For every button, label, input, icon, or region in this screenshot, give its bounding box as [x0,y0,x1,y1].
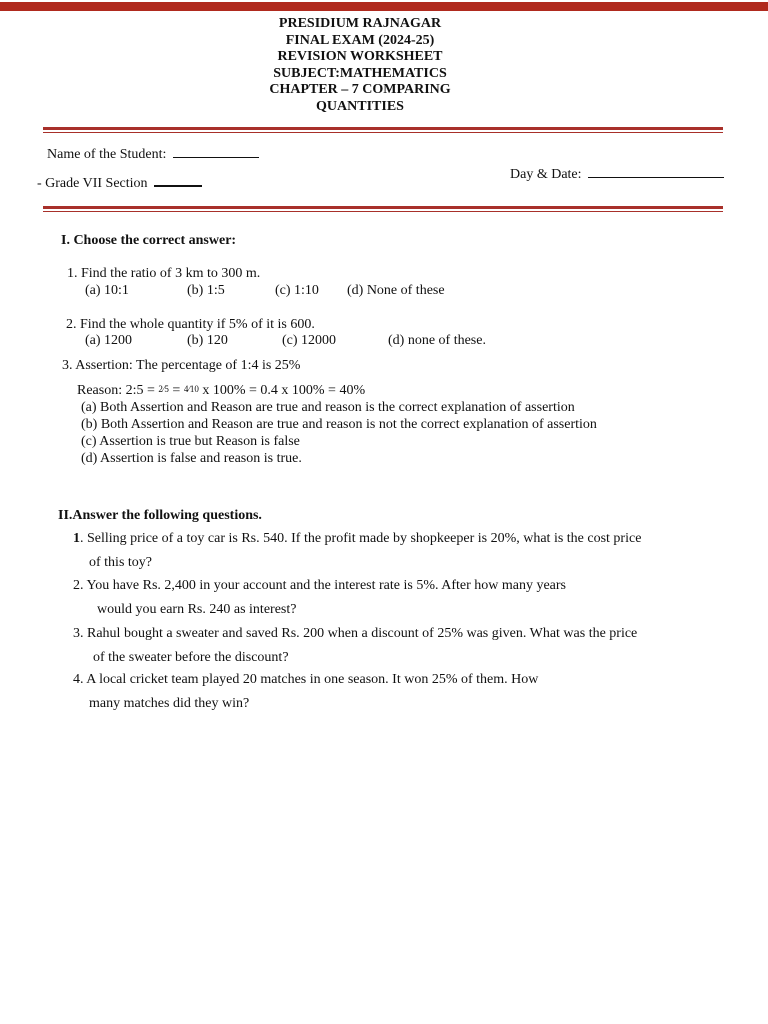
q2-text: 2. Find the whole quantity if 5% of it is 600. [66,317,315,332]
q1-option-a: (a) 10:1 [85,283,129,298]
section-2-title: II.Answer the following questions. [58,508,262,523]
s2-q1-number: 1 [73,531,80,546]
q3-reason-equals: = [168,383,184,398]
q2-option-a: (a) 1200 [85,333,133,348]
q3-option-d: (d) Assertion is false and reason is true. [81,451,302,466]
student-name-row [47,144,259,163]
q3-reason [77,382,365,399]
q3-assertion: 3. Assertion: The percentage of 1:4 is 25% [62,358,301,373]
top-accent-bar [0,2,768,11]
q1-text: 1. Find the ratio of 3 km to 300 m. [67,266,261,281]
exam-title: FINAL EXAM (2024-25) [285,32,435,48]
worksheet-title: REVISION WORKSHEET [277,49,443,64]
q3-option-c: (c) Assertion is true but Reason is false [81,434,300,449]
s2-q2-line1: 2. You have Rs. 2,400 in your account and the interest rate is 5%. After how many years [73,578,567,593]
q3-reason-prefix: Reason: 2:5 = [77,383,159,398]
q1-option-c: (c) 1:10 [275,283,319,298]
q2-option-c: (c) 12000 [282,333,337,348]
s2-q2-line2: would you earn Rs. 240 as interest? [97,602,297,617]
s2-q4-line1: 4. A local cricket team played 20 matches in one season. It won 25% of them. How [73,672,539,687]
q3-option-a: (a) Both Assertion and Reason are true and reason is the correct explanation of assertion [81,400,575,415]
grade-section-label: - Grade VII Section [37,176,148,191]
worksheet-header [200,16,520,115]
q3-fraction-2: 4⁄10 [183,384,199,394]
info-divider [43,206,723,212]
date-label: Day & Date: [510,167,582,182]
s2-q3-line1: 3. Rahul bought a sweater and saved Rs. 200 when a discount of 25% was given. What was the price [73,626,638,641]
section-blank[interactable] [154,172,202,187]
student-name-blank[interactable] [173,144,259,158]
chapter-title: CHAPTER – 7 COMPARING [269,82,451,97]
chapter-title-continued: QUANTITIES [316,98,404,114]
q2-option-d: (d) none of these. [388,333,486,348]
school-name: PRESIDIUM RAJNAGAR [278,16,442,31]
date-row [510,164,724,183]
q1-option-b: (b) 1:5 [187,283,225,298]
q1-option-d: (d) None of these [347,283,445,298]
date-blank[interactable] [588,164,724,178]
grade-row [37,172,202,192]
q3-fraction-1: 2⁄5 [158,384,169,394]
s2-q4-line2: many matches did they win? [89,696,250,711]
q3-reason-suffix: x 100% = 0.4 x 100% = 40% [198,383,366,398]
s2-q3-line2: of the sweater before the discount? [93,650,289,665]
subject-title: SUBJECT:MATHEMATICS [273,65,447,81]
q2-option-b: (b) 120 [187,333,228,348]
s2-q1-line2: of this toy? [89,555,152,570]
header-divider [43,127,723,133]
section-1-title: I. Choose the correct answer: [61,233,237,248]
q3-option-b: (b) Both Assertion and Reason are true and reason is not the correct explanation of assertion [81,417,597,432]
s2-q1-text: . Selling price of a toy car is Rs. 540. If the profit made by shopkeeper is 20%, what is the cost price [80,531,642,546]
student-name-label: Name of the Student: [47,147,167,162]
s2-q1-line1 [73,530,641,547]
